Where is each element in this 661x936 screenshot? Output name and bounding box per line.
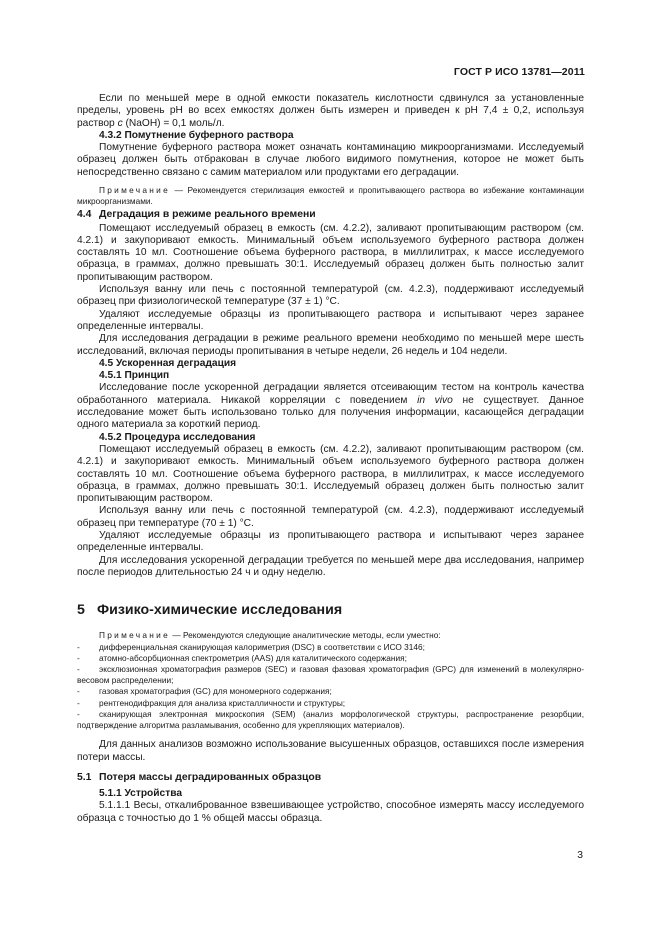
list-item-text: газовая хроматография (GC) для мономерного содержания; (99, 686, 332, 697)
heading-5-1-1: 5.1.1 Устройства (99, 788, 182, 800)
note-label: Примечание (99, 630, 171, 641)
paragraph-accel-temp: Используя ванну или печь с постоянной температурой (см. 4.2.3), поддерживают исследуемый образец при температуре (70 ± 1) °C. (77, 505, 584, 529)
note-analytical-methods (77, 630, 584, 731)
paragraph-scales: 5.1.1.1 Весы, откалиброванное взвешивающее устройство, способное измерять массу исследуемого образца с точностью до 1 % общей массы образца. (77, 800, 584, 824)
list-item: - атомно-абсорбционная спектрометрия (AAS) для каталитического содержания; (77, 652, 407, 663)
list-item-text: атомно-абсорбционная спектрометрия (AAS) для каталитического содержания; (99, 652, 407, 663)
list-item-text: сканирующая электронная микроскопия (SEM) (анализ морфологической структуры, распространение резорбции, подтверждение алгоритма разламывания, особенно для укрепляющих материалов). (77, 708, 584, 731)
heading-number: 5.1 (77, 771, 92, 783)
paragraph-dried-samples: Для данных анализов возможно использование высушенных образцов, оставшихся после измерения потери массы. (77, 739, 584, 763)
heading-text: Деградация в режиме реального времени (99, 209, 316, 221)
heading-4-4 (77, 209, 584, 221)
paragraph-realtime-count: Для исследования деградации в режиме реального времени необходимо по меньшей мере шесть исследований, включая периоды пропитывания в четыре недели, 26 недель и 104 недели. (77, 333, 584, 357)
heading-4-5: 4.5 Ускоренная деградация (99, 357, 237, 369)
note-label: Примечание (99, 185, 171, 196)
formula-symbol: c (117, 117, 123, 129)
list-item-text: эксклюзионная хроматография размеров (SEC) и газовая фазовая хроматография (GPC) для изменений в молекулярно-весовом распределении; (77, 664, 584, 686)
list-item: - рентгенодифракция для анализа кристалличности и структуры; (77, 697, 346, 708)
paragraph-text: (NaOH) = 0,1 моль/л. (122, 117, 225, 129)
note-text: — Рекомендуется стерилизация емкостей и пропитывающего раствора во избежание контаминации микроорганизмами. (77, 185, 584, 206)
italic-term: in vivo (417, 394, 453, 406)
heading-4-3-2: 4.3.2 Помутнение буферного раствора (99, 129, 294, 141)
paragraph-text: Исследование после ускоренной деградации является отсеивающим тестом на контроль качества обработанного материала. Никакой корреляции с поведением (77, 382, 584, 406)
paragraph-realtime-setup: Помещают исследуемый образец в емкость (см. 4.2.2), заливают пропитывающим раствором (см. 4.2.1) и закупоривают емкость. Минимальный объем используемого буферного раствора должен составлять 10 мл. Соотношение объема буферного раствора, в миллилитрах, к массе исследуемого образца, в граммах, должно превышать 30:1. Исследуемый образец должен быть полностью залит пропитывающим раствором. (77, 222, 584, 283)
heading-4-5-2: 4.5.2 Процедура исследования (99, 431, 256, 443)
note-text: — Рекомендуются следующие аналитические методы, если уместно: (170, 630, 441, 641)
paragraph-ph-adjust (77, 93, 584, 130)
paragraph-accel-setup: Помещают исследуемый образец в емкость (см. 4.2.2), заливают пропитывающим раствором (см. 4.2.1) и закупоривают емкость. Минимальный объем используемого буферного раствора должен составлять 10 мл. Соотношение объема буферного раствора, в миллилитрах, к массе исследуемого образца, в граммах, должно превышать 30:1. Исследуемый образец должен быть полностью залит пропитывающим раствором. (77, 443, 584, 505)
heading-number: 4.4 (77, 209, 92, 221)
list-item: - газовая хроматография (GC) для мономерного содержания; (77, 686, 332, 697)
page-content (77, 93, 584, 825)
paragraph-accel-remove: Удаляют исследуемые образцы из пропитывающего раствора и испытывают через заранее определенные интервалы. (77, 529, 584, 554)
note-intro (77, 630, 584, 641)
paragraph-principle (77, 382, 584, 431)
list-item: - сканирующая электронная микроскопия (SEM) (анализ морфологической структуры, распространение резорбции, подтверждение алгоритма разламывания, особенно для укрепляющих материалов). (77, 708, 584, 731)
list-item-text: дифференциальная сканирующая калориметрия (DSC) в соответствии с ИСО 3146; (99, 641, 425, 652)
list-item: - эксклюзионная хроматография размеров (SEC) и газовая фазовая хроматография (GPC) для изменений в молекулярно-весовом распределении; (77, 664, 584, 686)
document-header: ГОСТ Р ИСО 13781—2011 (453, 66, 585, 78)
note-sterilization (77, 185, 584, 206)
paragraph-turbidity: Помутнение буферного раствора может означать контаминацию микроорганизмами. Исследуемый образец должен быть отбракован в случае любого видимого помутнения, которое не может быть непосредственно связано с самим материалом или продуктами его деградации. (77, 142, 584, 178)
heading-section-5 (77, 602, 584, 619)
heading-text: Физико-химические исследования (97, 602, 343, 619)
heading-4-5-1: 4.5.1 Принцип (99, 370, 170, 382)
list-item-text: рентгенодифракция для анализа кристалличности и структуры; (99, 697, 346, 708)
list-item: - дифференциальная сканирующая калориметрия (DSC) в соответствии с ИСО 3146; (77, 641, 425, 652)
page-number: 3 (577, 850, 583, 861)
heading-text: Потеря массы деградированных образцов (99, 771, 322, 783)
paragraph-text: не существует. Данное исследование может быть использовано только для получения информации, касающейся деградации одного материала за короткий период. (77, 394, 584, 431)
paragraph-accel-count: Для исследования ускоренной деградации требуется по меньшей мере два исследования, например после периодов длительностью 24 ч и одну неделю. (77, 554, 584, 578)
paragraph-text: Если по меньшей мере в одной емкости показатель кислотности сдвинулся за установленные пределы, уровень pH во всех емкостях должен быть измерен и приведен к pH 7,4 ± 0,2, используя раствор (77, 93, 584, 129)
paragraph-realtime-remove: Удаляют исследуемые образцы из пропитывающего раствора и испытывают через заранее определенные интервалы. (77, 308, 584, 332)
heading-number: 5 (77, 602, 85, 619)
paragraph-realtime-temp: Используя ванну или печь с постоянной температурой (см. 4.2.3), поддерживают исследуемый образец при физиологической температуре (37 ± 1) °C. (77, 284, 584, 308)
heading-5-1 (77, 772, 584, 784)
